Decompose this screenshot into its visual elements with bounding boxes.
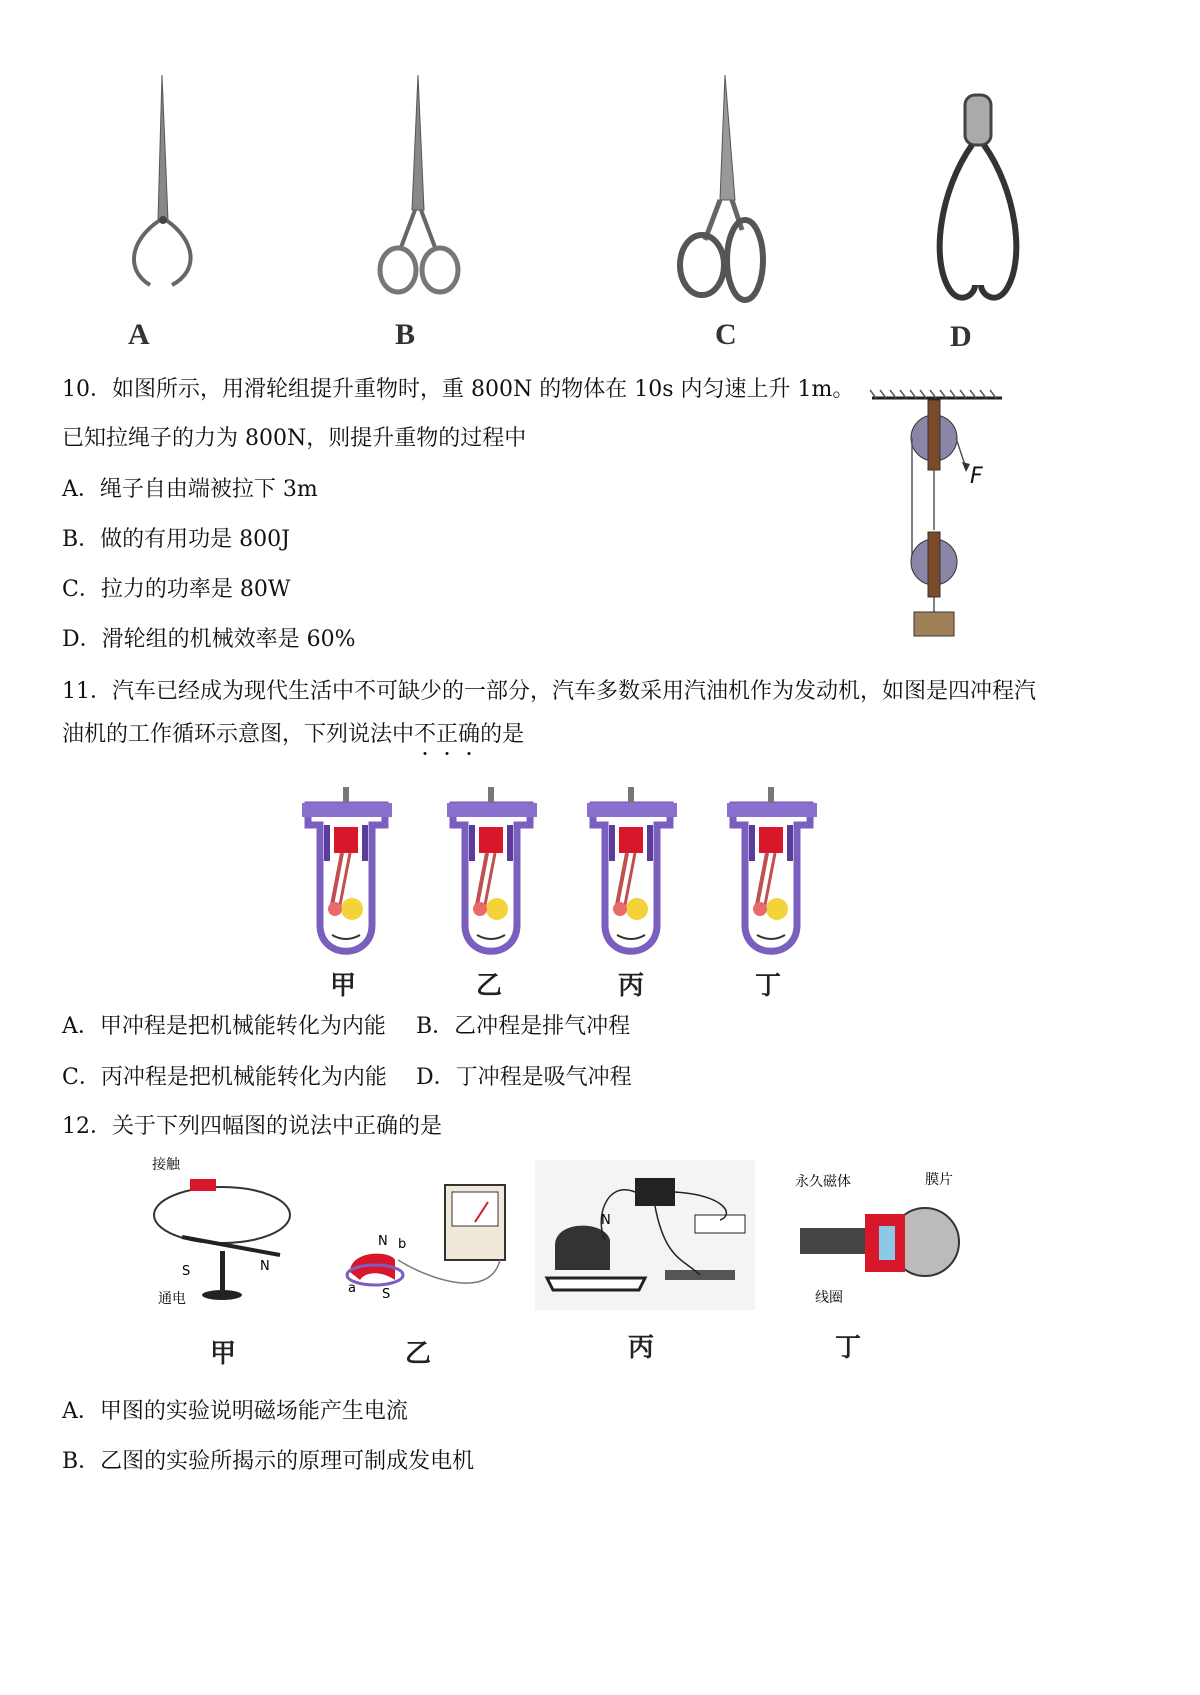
q11-emph-3: 确 <box>458 722 480 747</box>
q11-stem-line1: 11．汽车已经成为现代生活中不可缺少的一部分，汽车多数采用汽油机作为发动机，如图是四冲程汽 <box>62 679 1036 704</box>
engine-ding-image <box>727 787 817 951</box>
fig-ding-image <box>795 1170 975 1310</box>
q11-stem-suffix: 的是 <box>480 722 525 747</box>
engine-figures <box>280 785 840 1005</box>
fig-jia-n-label: N <box>260 1259 270 1274</box>
q12-label-bing: 丙 <box>628 1333 655 1363</box>
engine-label-yi: 乙 <box>476 971 503 1001</box>
fig-jia-top-label: 接触 <box>152 1157 180 1173</box>
q12-label-ding: 丁 <box>835 1333 862 1363</box>
scissors-d-image <box>920 90 1040 320</box>
scissors-label-b: B <box>395 318 416 351</box>
scissors-a-image <box>110 70 210 310</box>
scissors-b-image <box>360 70 480 320</box>
q10-option-c[interactable]: C．拉力的功率是 80W <box>62 577 291 602</box>
scissors-label-a: A <box>128 318 150 351</box>
engine-label-jia: 甲 <box>330 971 357 1001</box>
fig-bing-n-label: N <box>601 1213 611 1228</box>
scissors-label-c: C <box>715 318 737 351</box>
engine-label-ding: 丁 <box>755 971 782 1001</box>
scissors-c-image <box>670 70 790 320</box>
fig-jia-image <box>140 1155 310 1315</box>
q12-label-jia: 甲 <box>210 1339 237 1369</box>
fig-ding-diaphragm-label: 膜片 <box>925 1172 953 1188</box>
pulley-figure <box>862 380 1012 642</box>
fig-ding-magnet-label: 永久磁体 <box>795 1174 851 1190</box>
q12-stem: 12．关于下列四幅图的说法中正确的是 <box>62 1114 442 1139</box>
fig-yi-s-label: S <box>382 1287 391 1302</box>
engine-label-bing: 丙 <box>618 971 645 1001</box>
q12-option-b[interactable]: B．乙图的实验所揭示的原理可制成发电机 <box>62 1449 475 1474</box>
fig-yi-image <box>340 1180 530 1305</box>
fig-yi-b-label: b <box>398 1237 407 1252</box>
q11-emph-2: 正 <box>436 722 458 747</box>
pulley-force-label: F <box>970 464 983 489</box>
q11-option-c[interactable]: C．丙冲程是把机械能转化为内能 <box>62 1065 387 1090</box>
q12-option-a[interactable]: A．甲图的实验说明磁场能产生电流 <box>62 1399 408 1424</box>
q11-stem-prefix: 油机的工作循环示意图，下列说法中 <box>62 722 415 747</box>
q11-option-a[interactable]: A．甲冲程是把机械能转化为内能 <box>62 1014 386 1039</box>
q10-stem-line2: 已知拉绳子的力为 800N，则提升重物的过程中 <box>62 426 527 451</box>
engine-yi-image <box>447 787 537 951</box>
engine-jia-image <box>302 787 392 951</box>
q11-option-d[interactable]: D．丁冲程是吸气冲程 <box>416 1065 632 1090</box>
q11-emph-1: 不 <box>414 722 436 747</box>
q10-option-d[interactable]: D．滑轮组的机械效率是 60% <box>62 627 356 652</box>
fig-jia-bottom-label: 通电 <box>158 1291 186 1307</box>
scissors-figure <box>90 70 1110 390</box>
fig-ding-coil-label: 线圈 <box>815 1290 843 1306</box>
q10-option-a[interactable]: A．绳子自由端被拉下 3m <box>62 477 318 502</box>
fig-jia-s-label: S <box>182 1264 191 1279</box>
q12-figures <box>140 1155 980 1375</box>
engine-bing-image <box>587 787 677 951</box>
q11-stem-line2 <box>62 720 524 750</box>
fig-yi-a-label: a <box>348 1281 356 1296</box>
fig-bing-image <box>535 1160 755 1310</box>
q10-stem-line1: 10．如图所示，用滑轮组提升重物时，重 800N 的物体在 10s 内匀速上升 1m。 <box>62 377 855 402</box>
q11-option-b[interactable]: B．乙冲程是排气冲程 <box>416 1014 631 1039</box>
fig-yi-n-label: N <box>378 1234 388 1249</box>
q12-label-yi: 乙 <box>405 1339 432 1369</box>
scissors-label-d: D <box>950 320 972 353</box>
q10-option-b[interactable]: B．做的有用功是 800J <box>62 527 290 552</box>
